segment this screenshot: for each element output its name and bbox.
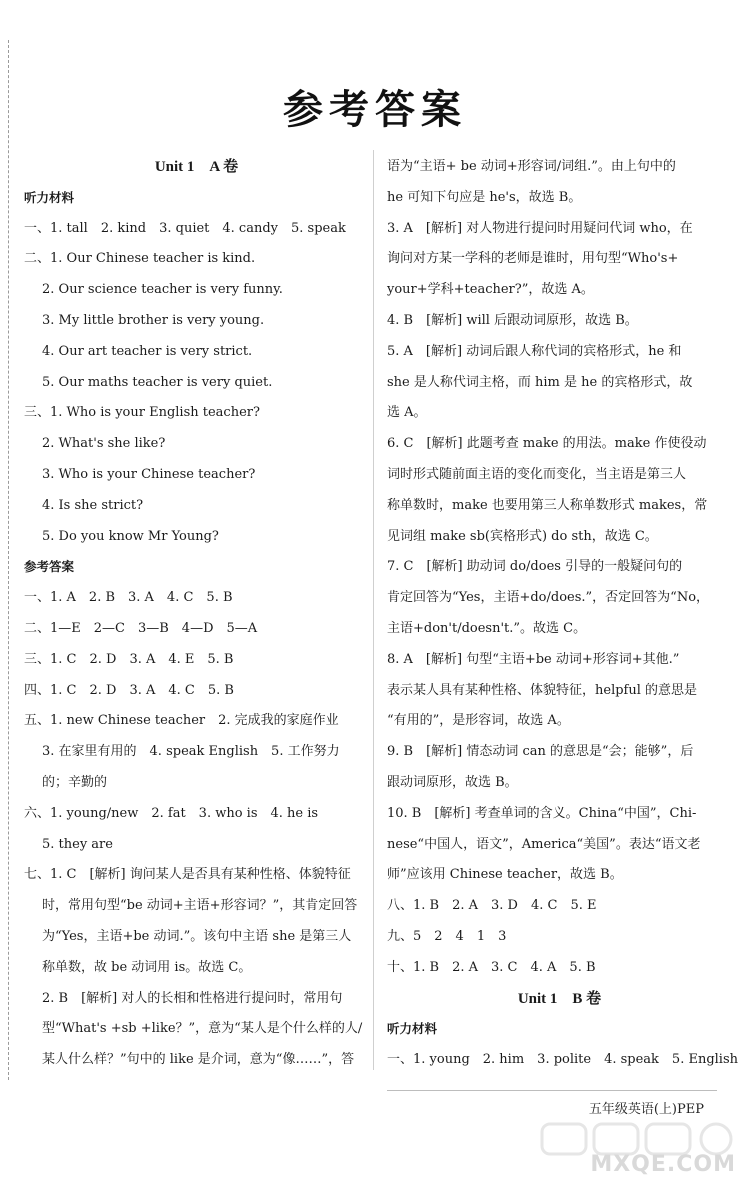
left-line-0: Unit 1 A 卷	[154, 159, 239, 175]
right-line-9: 6. C [解析] 此题考查 make 的用法。make 作使役动	[387, 436, 707, 452]
left-line-25: 为“Yes，主语+be 动词.”。该句中主语 she 是第三人	[42, 928, 352, 944]
left-line-6: 4. Our art teacher is very strict.	[42, 343, 253, 359]
right-line-2: 3. A [解析] 对人物进行提问时用疑问代词 who，在	[387, 220, 693, 236]
right-line-14: 肯定回答为“Yes，主语+do/does.”，否定回答为“No，	[387, 590, 710, 606]
watermark-text: MXQE.COM	[590, 1152, 736, 1177]
left-line-21: 六、1. young/new 2. fat 3. who is 4. he is	[24, 805, 319, 821]
left-line-22: 5. they are	[42, 836, 113, 852]
right-line-26: 十、1. B 2. A 3. C 4. A 5. B	[387, 959, 596, 975]
right-column	[387, 152, 739, 1076]
left-line-17: 四、1. C 2. D 3. A 4. C 5. B	[24, 682, 234, 698]
right-line-21: 10. B [解析] 考查单词的含义。China“中国”，Chi-	[387, 805, 697, 821]
right-line-18: “有用的”，是形容词，故选 A。	[387, 713, 570, 729]
right-line-19: 9. B [解析] 情态动词 can 的意思是“会；能够”，后	[387, 744, 694, 760]
right-line-22: nese“中国人，语文”，America“美国”。表达“语文老	[387, 836, 701, 852]
right-line-5: 4. B [解析] will 后跟动词原形，故选 B。	[387, 312, 638, 328]
left-line-23: 七、1. C [解析] 询问某人是否具有某种性格、体貌特征	[24, 867, 351, 883]
left-line-24: 时，常用句型“be 动词+主语+形容词？”，其肯定回答	[42, 898, 358, 914]
right-line-17: 表示某人具有某种性格、体貌特征，helpful 的意思是	[387, 682, 698, 698]
right-line-23: 师”应该用 Chinese teacher，故选 B。	[387, 867, 623, 883]
left-line-9: 2. What's she like?	[42, 436, 166, 452]
right-line-28: 听力材料	[387, 1021, 438, 1037]
left-line-27: 2. B [解析] 对人的长相和性格进行提问时，常用句	[42, 990, 343, 1006]
left-line-8: 三、1. Who is your English teacher?	[24, 405, 260, 421]
left-column	[24, 152, 369, 1076]
right-line-10: 词时形式随前面主语的变化而变化，当主语是第三人	[387, 466, 687, 482]
right-line-8: 选 A。	[387, 405, 427, 421]
left-line-3: 二、1. Our Chinese teacher is kind.	[24, 251, 256, 267]
right-line-3: 询问对方某一学科的老师是谁时，用句型“Who's+	[387, 251, 679, 267]
left-line-16: 三、1. C 2. D 3. A 4. E 5. B	[24, 651, 234, 667]
left-line-15: 二、1—E 2—C 3—B 4—D 5—A	[24, 620, 258, 636]
column-divider	[373, 150, 374, 1070]
right-line-15: 主语+don't/doesn't.”。故选 C。	[387, 620, 587, 636]
left-line-10: 3. Who is your Chinese teacher?	[42, 466, 256, 482]
right-line-0: 语为“主语+ be 动词+形容词/词组.”。由上句中的	[387, 159, 676, 174]
left-line-26: 称单数，故 be 动词用 is。故选 C。	[42, 959, 252, 975]
left-line-7: 5. Our maths teacher is very quiet.	[42, 374, 273, 390]
right-line-7: she 是人称代词主格，而 him 是 he 的宾格形式，故	[387, 374, 693, 390]
left-line-20: 的；辛勤的	[42, 774, 108, 790]
right-line-1: he 可知下句应是 he's，故选 B。	[387, 189, 582, 205]
footer-rule	[387, 1090, 717, 1091]
page-title: 参考答案	[283, 87, 467, 133]
left-line-19: 3. 在家里有用的 4. speak English 5. 工作努力	[42, 744, 340, 760]
left-line-13: 参考答案	[24, 559, 75, 575]
right-line-27: Unit 1 B 卷	[517, 990, 602, 1007]
left-line-5: 3. My little brother is very young.	[42, 312, 265, 328]
right-line-13: 7. C [解析] 助动词 do/does 引导的一般疑问句的	[387, 559, 683, 575]
binding-dashed-edge	[8, 40, 10, 1080]
left-line-12: 5. Do you know Mr Young?	[42, 528, 219, 544]
left-line-28: 型“What's +sb +like？”，意为“某人是个什么样的人/	[42, 1021, 363, 1037]
left-line-2: 一、1. tall 2. kind 3. quiet 4. candy 5. speak	[24, 220, 346, 236]
right-line-20: 跟动词原形，故选 B。	[387, 774, 518, 790]
right-line-24: 八、1. B 2. A 3. D 4. C 5. E	[387, 898, 597, 914]
left-line-14: 一、1. A 2. B 3. A 4. C 5. B	[24, 590, 233, 606]
right-line-6: 5. A [解析] 动词后跟人称代词的宾格形式，he 和	[387, 343, 682, 359]
right-line-25: 九、5 2 4 1 3	[387, 928, 507, 944]
right-line-16: 8. A [解析] 句型“主语+be 动词+形容词+其他.”	[387, 651, 680, 667]
right-line-11: 称单数时，make 也要用第三人称单数形式 makes，常	[387, 497, 708, 513]
right-line-4: your+学科+teacher?”，故选 A。	[387, 282, 594, 298]
left-line-11: 4. Is she strict?	[42, 497, 144, 513]
left-line-1: 听力材料	[24, 189, 75, 205]
left-line-18: 五、1. new Chinese teacher 2. 完成我的家庭作业	[24, 713, 339, 729]
left-line-4: 2. Our science teacher is very funny.	[42, 282, 283, 298]
left-line-29: 某人什么样？”句中的 like 是介词，意为“像……”，答	[42, 1052, 355, 1068]
page-footer: 五年级英语(上)PEP	[588, 1102, 704, 1117]
right-line-12: 见词组 make sb(宾格形式) do sth，故选 C。	[387, 528, 658, 544]
right-line-29: 一、1. young 2. him 3. polite 4. speak 5. English	[387, 1052, 739, 1068]
